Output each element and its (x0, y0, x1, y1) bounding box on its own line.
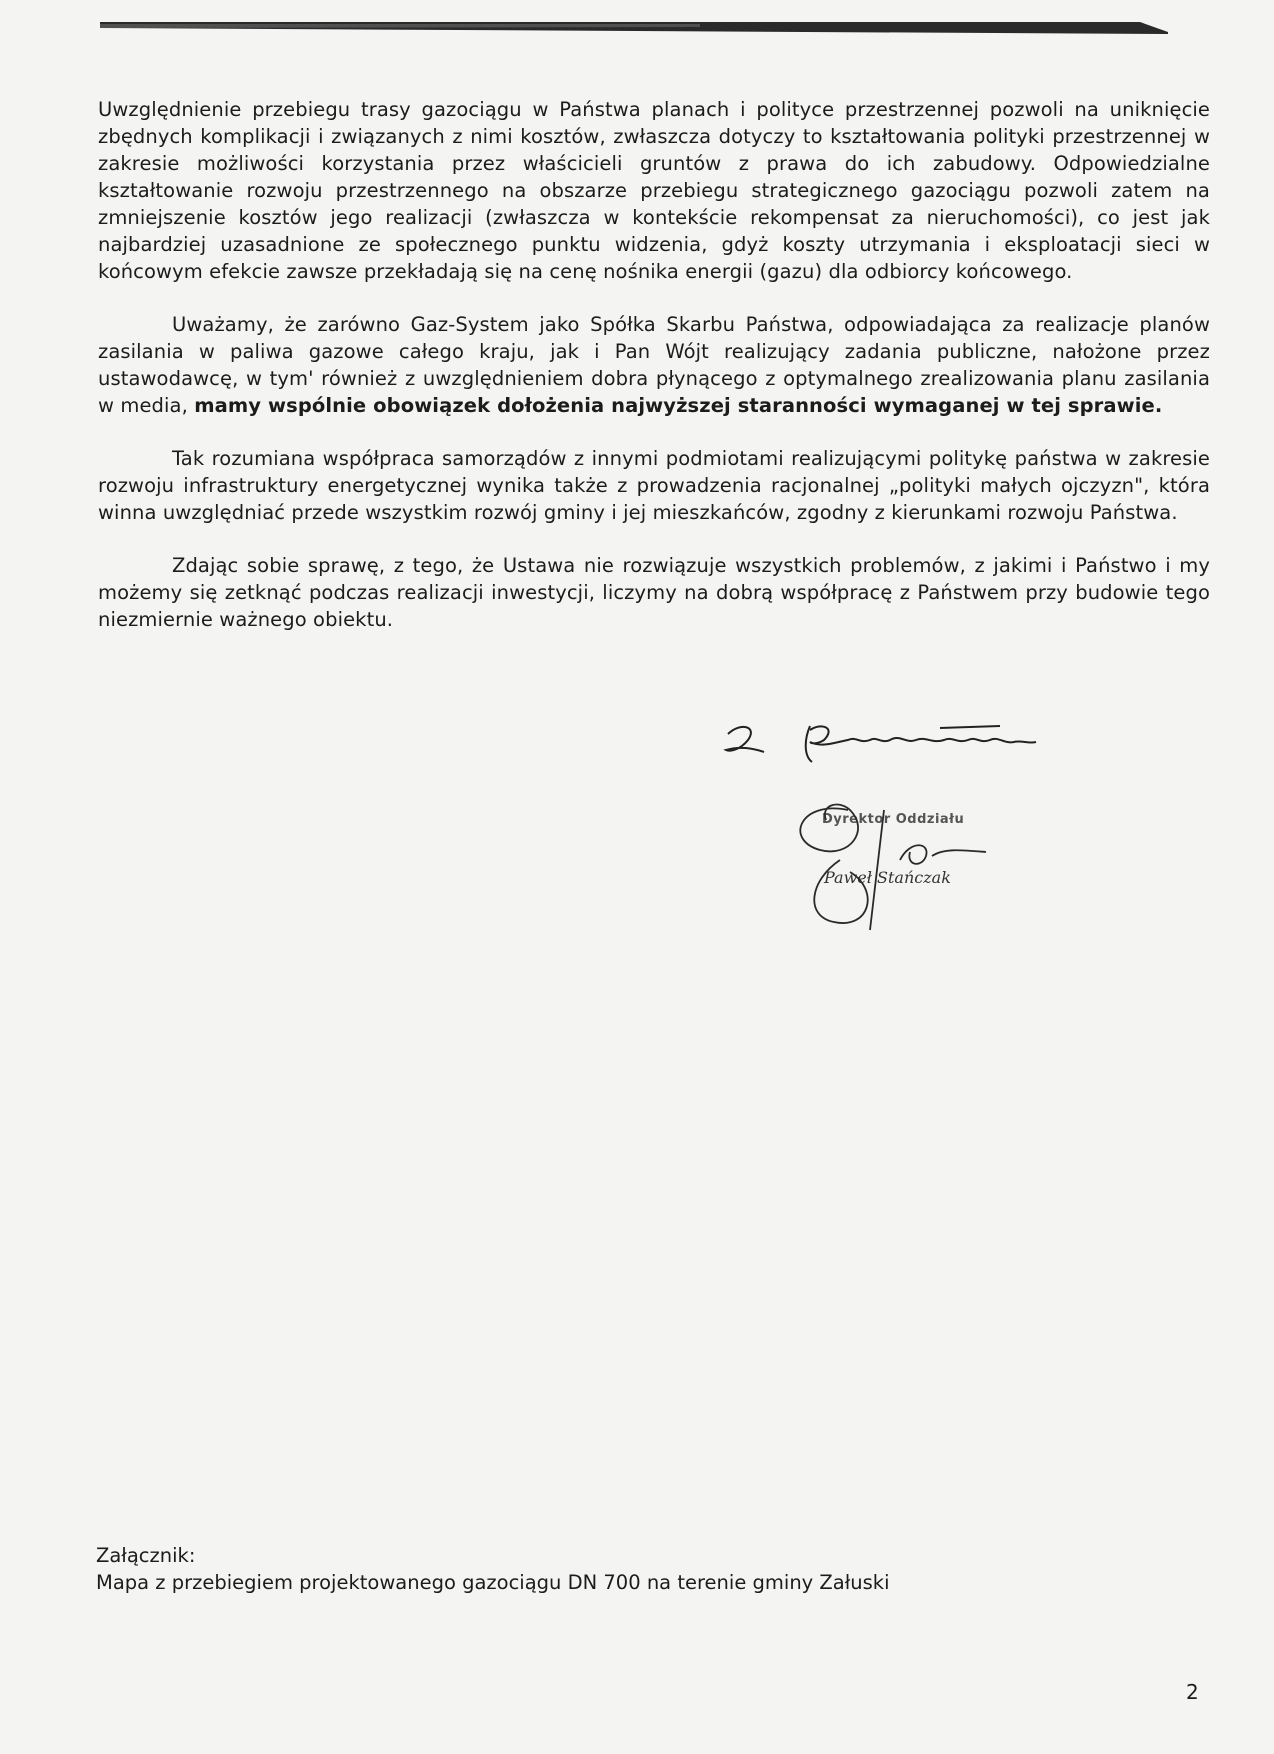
scan-edge-artifact (100, 18, 1168, 36)
page-number: 2 (1186, 1680, 1199, 1704)
paragraph-2-emphasis: mamy wspólnie obowiązek dołożenia najwyższej staranności wymaganej w tej sprawie. (194, 394, 1163, 417)
signature-block (700, 700, 1150, 960)
signature-scribble (700, 700, 1150, 960)
paragraph-1: Uwzględnienie przebiegu trasy gazociągu w Państwa planach i polityce przestrzennej pozwoli na uniknięcie zbędnych komplikacji i związanych z nimi kosztów, zwłaszcza dotyczy to kształtowania polityki przestrzennej w zakresie możliwości korzystania przez właścicieli gruntów z prawa do ich zabudowy. Odpowiedzialne kształtowanie rozwoju przestrzennego na obszarze przebiegu strategicznego gazociągu pozwoli zatem na zmniejszenie kosztów jego realizacji (zwłaszcza w kontekście rekompensat za nieruchomości), co jest jak najbardziej uzasadnione ze społecznego punktu widzenia, gdyż koszty utrzymania i eksploatacji sieci w końcowym efekcie zawsze przekładają się na cenę nośnika energii (gazu) dla odbiorcy końcowego. (98, 98, 1210, 283)
letter-body (98, 96, 1210, 659)
signatory-title: Dyrektor Oddziału (822, 812, 965, 827)
attachment-section (96, 1542, 1096, 1596)
paragraph-4: Zdając sobie sprawę, z tego, że Ustawa nie rozwiązuje wszystkich problemów, z jakimi i Państwo i my możemy się zetknąć podczas realizacji inwestycji, liczymy na dobrą współpracę z Państwem przy budowie tego niezmiernie ważnego obiektu. (98, 554, 1210, 631)
signatory-name: Paweł Stańczak (824, 868, 951, 887)
paragraph-2 (98, 311, 1210, 419)
attachment-label: Załącznik: (96, 1544, 196, 1567)
paragraph-3: Tak rozumiana współpraca samorządów z innymi podmiotami realizującymi politykę państwa w zakresie rozwoju infrastruktury energetycznej wynika także z prowadzenia racjonalnej „polityki małych ojczyzn", która winna uwzględniać przede wszystkim rozwój gminy i jej mieszkańców, zgodny z kierunkami rozwoju Państwa. (98, 447, 1210, 524)
paragraph-2-text: Uważamy, że zarówno Gaz-System jako Spółka Skarbu Państwa, odpowiadająca za realizacje planów zasilania w paliwa gazowe całego kraju, jak i Pan Wójt realizujący zadania publiczne, nałożone przez ustawodawcę, w tym' również z uwzględnieniem dobra płynącego z optymalnego zrealizowania planu zasilania w media, (98, 313, 1210, 417)
attachment-description: Mapa z przebiegiem projektowanego gazociągu DN 700 na terenie gminy Załuski (96, 1571, 890, 1594)
